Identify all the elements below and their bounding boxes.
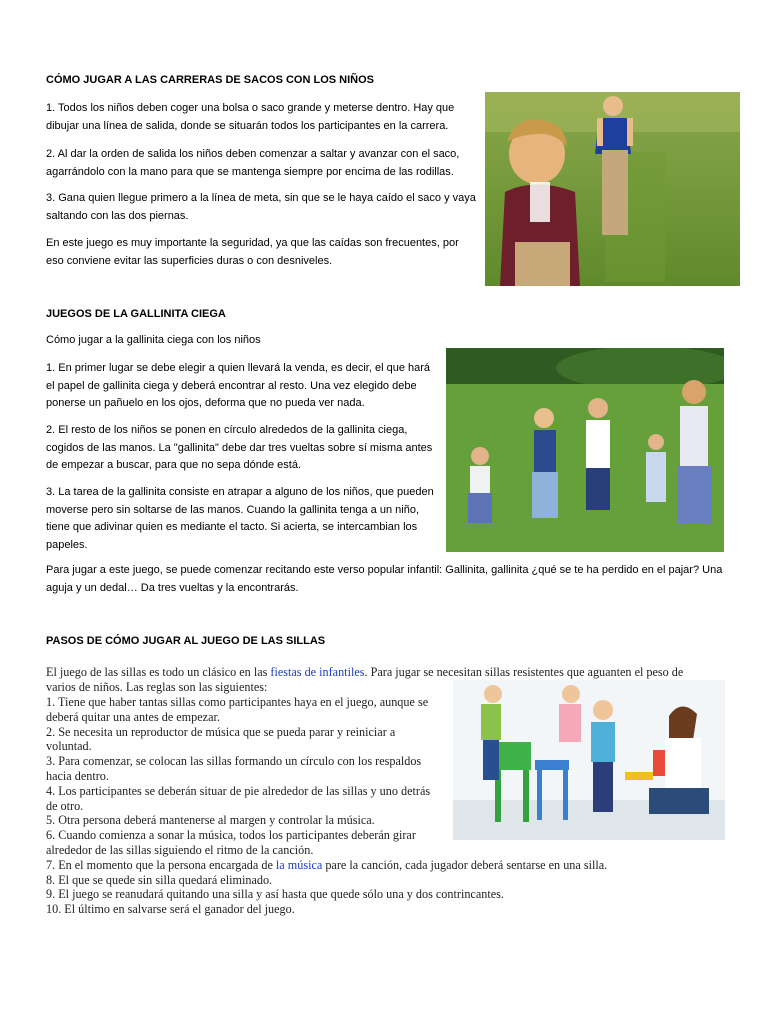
rule-line: alrededor de las sillas siguiendo el ritmo de la canción. <box>46 842 314 857</box>
rule-line-8: 8. El que se quede sin silla quedará eliminado. <box>46 872 273 887</box>
section2-step3: 3. La tarea de la gallinita consiste en atrapar a alguno de los niños, que pueden moverse pero sin soltarse de las manos. Cuando la gallinita tenga a un niño, tiene que adivinar quien es mediante el tacto. Si acierta, se intercambian los papeles. <box>46 486 434 551</box>
blind-mans-buff-photo <box>446 348 724 552</box>
rule-line: 4. Los participantes se deberán situar de pie alrededor de las sillas y uno detrás <box>46 783 431 798</box>
section1-step1: 1. Todos los niños deben coger una bolsa o saco grande y meterse dentro. Hay que dibujar una línea de salida, donde se situarán todos los participantes en la carrera. <box>46 102 455 132</box>
rule-7-text-after: pare la canción, cada jugador deberá sentarse en una silla. <box>322 857 608 872</box>
rule-line: deberá quitar una antes de empezar. <box>46 709 220 724</box>
section3-heading: PASOS DE CÓMO JUGAR AL JUEGO DE LAS SILLAS <box>46 635 326 647</box>
section2-verse: Para jugar a este juego, se puede comenzar recitando este verso popular infantil: Gallinita, gallinita ¿qué se te ha perdido en el pajar? Una aguja y un dedal… Da tres vueltas y la encontrarás. <box>46 564 723 594</box>
section2-step1: 1. En primer lugar se debe elegir a quien llevará la venda, es decir, el que hará el papel de gallinita ciega y deberá encontrar al resto. Una vez elegido debe ponerse un pañuelo en los ojos, deforma que no pueda ver nada. <box>46 362 431 409</box>
rule-line: hacia dentro. <box>46 768 109 783</box>
section2-heading: JUEGOS DE LA GALLINITA CIEGA <box>46 308 226 320</box>
sack-race-illustration <box>485 92 740 286</box>
rule-7-text: 7. En el momento que la persona encargada de <box>46 857 276 872</box>
musical-chairs-photo <box>453 680 725 840</box>
section2-step2: 2. El resto de los niños se ponen en círculo alrededos de la gallinita ciega, cogidos de las manos. La "gallinita" debe dar tres vueltas sobre sí misma antes de empezar a buscar, para que no sepa dónde está. <box>46 424 433 471</box>
section3-intro-line2: varios de niños. Las reglas son las siguientes: <box>46 680 268 694</box>
section3-intro-line1 <box>46 665 683 680</box>
rule-line: de otro. <box>46 798 84 813</box>
section1-heading: CÓMO JUGAR A LAS CARRERAS DE SACOS CON LOS NIÑOS <box>46 74 374 86</box>
rule-line: 2. Se necesita un reproductor de música que se pueda parar y reiniciar a <box>46 724 396 739</box>
rule-line: 3. Para comenzar, se colocan las sillas formando un círculo con los respaldos <box>46 754 422 769</box>
rule-line-10: 10. El último en salvarse será el ganador del juego. <box>46 902 295 917</box>
rule-line-9: 9. El juego se reanudará quitando una silla y así hasta que quede sólo una y dos contrincantes. <box>46 887 504 902</box>
section2-subtitle: Cómo jugar a la gallinita ciega con los niños <box>46 334 261 346</box>
rule-line: 6. Cuando comienza a sonar la música, todos los participantes deberán girar <box>46 828 416 843</box>
section3-intro-text: El juego de las sillas es todo un clásico en las <box>46 665 271 679</box>
section1-note: En este juego es muy importante la seguridad, ya que las caídas son frecuentes, por eso conviene evitar las superficies duras o con desniveles. <box>46 237 459 267</box>
sack-race-photo <box>485 92 740 286</box>
musical-chairs-illustration <box>453 680 725 840</box>
la-musica-link[interactable]: la música <box>275 857 323 872</box>
rule-line: 1. Tiene que haber tantas sillas como participantes haya en el juego, aunque se <box>46 695 429 709</box>
section1-step3: 3. Gana quien llegue primero a la línea de meta, sin que se le haya caído el saco y vaya saltando con las dos piernas. <box>46 192 476 222</box>
rule-line-7 <box>46 858 607 873</box>
fiestas-infantiles-link[interactable]: fiestas de infantiles <box>270 665 365 679</box>
blind-mans-buff-illustration <box>446 348 724 552</box>
rule-line: voluntad. <box>46 739 92 754</box>
section1-step2: 2. Al dar la orden de salida los niños deben comenzar a saltar y avanzar con el saco, agarrándolo con la mano para que se mantenga siempre por encima de las rodillas. <box>46 148 460 178</box>
rule-line: 5. Otra persona deberá mantenerse al margen y controlar la música. <box>46 813 375 828</box>
section3-intro-text-after: . Para jugar se necesitan sillas resistentes que aguanten el peso de <box>364 665 684 679</box>
